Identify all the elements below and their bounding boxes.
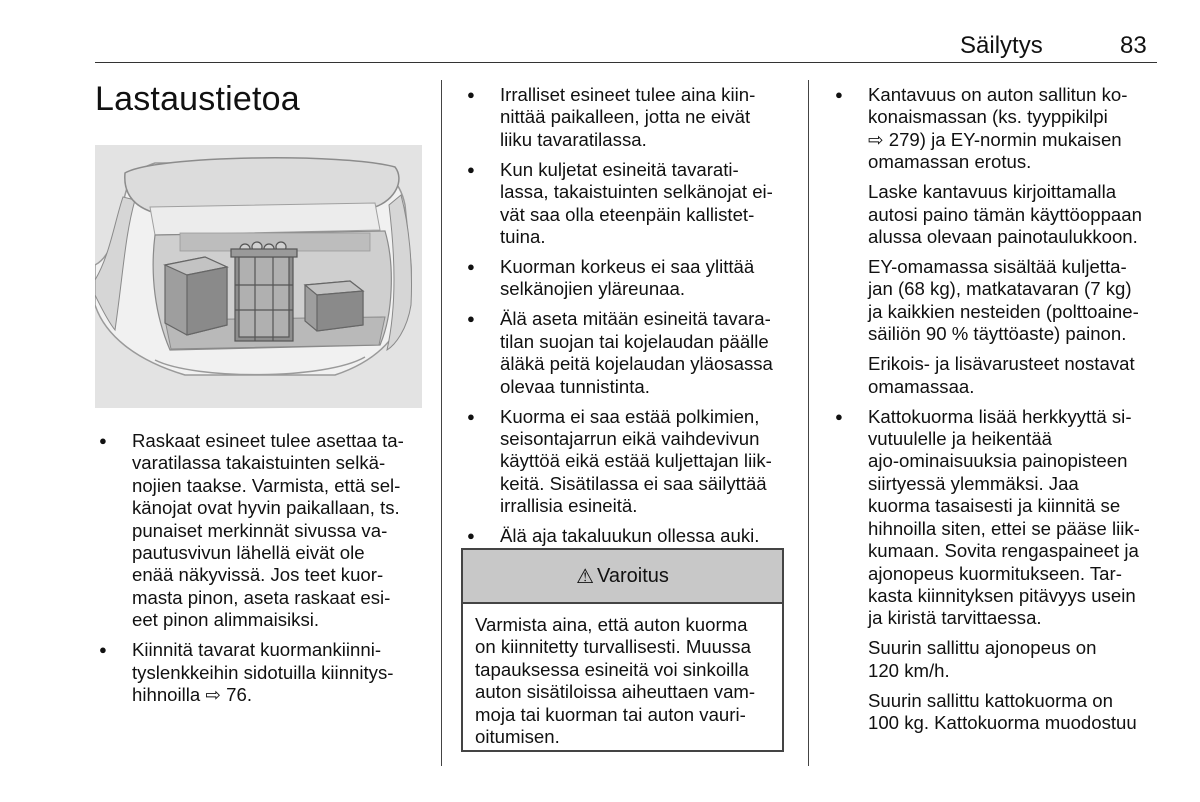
paragraph: Suurin sallittu kattokuorma on 100 kg. Kattokuorma muodostuu bbox=[868, 689, 1137, 734]
page-number: 83 bbox=[1120, 32, 1147, 59]
column-3-list-a bbox=[833, 84, 1163, 174]
list-item: ● Kuorman korkeus ei saa ylittää selkänojien yläreunaa. bbox=[465, 256, 800, 301]
column-2-list bbox=[465, 84, 800, 548]
list-item: ● Kun kuljetat esineitä tavarati- lassa, takaistuinten selkänojat ei- vät saa olla eteenpäin kallistet- tuina. bbox=[465, 159, 800, 249]
section-title: Säilytys bbox=[960, 32, 1043, 59]
warning-header bbox=[463, 550, 782, 604]
list-item: ● Kattokuorma lisää herkkyyttä si- vutuulelle ja heikentää ajo-ominaisuuksia painopisteen siirtyessä ylemmäksi. Jaa kuorma tasaisesti ja kiinnitä se hihnoilla siten, ettei se pääse liik- kumaan. Sovita rengaspaineet ja ajonopeus kuormitukseen. Tar- kasta kiinnityksen pitävyys usein ja kiristä tarvittaessa. bbox=[833, 406, 1163, 630]
paragraph: Laske kantavuus kirjoittamalla autosi paino tämän käyttöoppaan alussa olevaan painotaulukkoon. bbox=[868, 181, 1142, 248]
list-item: ● Raskaat esineet tulee asettaa ta- varatilassa takaistuinten selkä- nojien taakse. Varmista, että sel- känojat ovat hyvin paikallaan, ts. punaiset merkinnät sivussa va- pautusvivun lähellä eivät ole enää näkyvissä. Jos teet kuor- masta pinon, aseta raskaat esi- eet pinon alimmaisiksi. bbox=[97, 430, 432, 632]
column-divider-1 bbox=[441, 80, 442, 766]
list-item: ● Älä aja takaluukun ollessa auki. bbox=[465, 525, 800, 547]
paragraph: Erikois- ja lisävarusteet nostavat omamassaa. bbox=[868, 353, 1135, 397]
warning-triangle-icon: ⚠ bbox=[576, 565, 595, 588]
column-2 bbox=[465, 84, 800, 555]
list-item: ● Irralliset esineet tulee aina kiin- nittää paikalleen, jotta ne eivät liiku tavaratilassa. bbox=[465, 84, 800, 151]
warning-box bbox=[461, 548, 784, 752]
paragraph: Suurin sallittu ajonopeus on 120 km/h. bbox=[868, 637, 1097, 681]
list-item: ● Kuorma ei saa estää polkimien, seisontajarrun eikä vaihdevivun käyttöä eikä estää kuljettajan liik- keitä. Sisätilassa ei saa säilyttää irrallisia esineitä. bbox=[465, 406, 800, 518]
header-rule bbox=[95, 62, 1157, 63]
column-divider-2 bbox=[808, 80, 809, 766]
warning-body: Varmista aina, että auton kuorma on kiinnitetty turvallisesti. Muussa tapauksessa esineitä voi sinkoilla auton sisätiloissa aiheuttaen vam- moja tai kuorman tai auton vauri- oitumisen. bbox=[475, 614, 756, 748]
column-3-list-b bbox=[833, 406, 1163, 630]
list-item: ● Kiinnitä tavarat kuormankiinni- tyslenkkeihin sidotuilla kiinnitys- hihnoilla ⇨ 76. bbox=[97, 639, 432, 706]
list-item: ● Kantavuus on auton sallitun ko- konaismassan (ks. tyyppikilpi ⇨ 279) ja EY-normin mukaisen omamassan erotus. bbox=[833, 84, 1163, 174]
warning-title: Varoitus bbox=[597, 564, 669, 587]
column-1-list bbox=[97, 430, 432, 706]
column-3 bbox=[833, 84, 1163, 742]
list-item: ● Älä aseta mitään esineitä tavara- tilan suojan tai kojelaudan päälle äläkä peitä kojelaudan yläosassa olevaa tunnistinta. bbox=[465, 308, 800, 398]
column-1 bbox=[97, 430, 432, 714]
page-heading: Lastaustietoa bbox=[95, 80, 300, 118]
paragraph: EY-omamassa sisältää kuljetta- jan (68 kg), matkatavaran (7 kg) ja kaikkien nesteiden (polttoaine- säiliön 90 % täyttöaste) painon. bbox=[868, 256, 1139, 345]
trunk-illustration bbox=[95, 145, 422, 408]
trunk-drawing bbox=[95, 145, 422, 408]
